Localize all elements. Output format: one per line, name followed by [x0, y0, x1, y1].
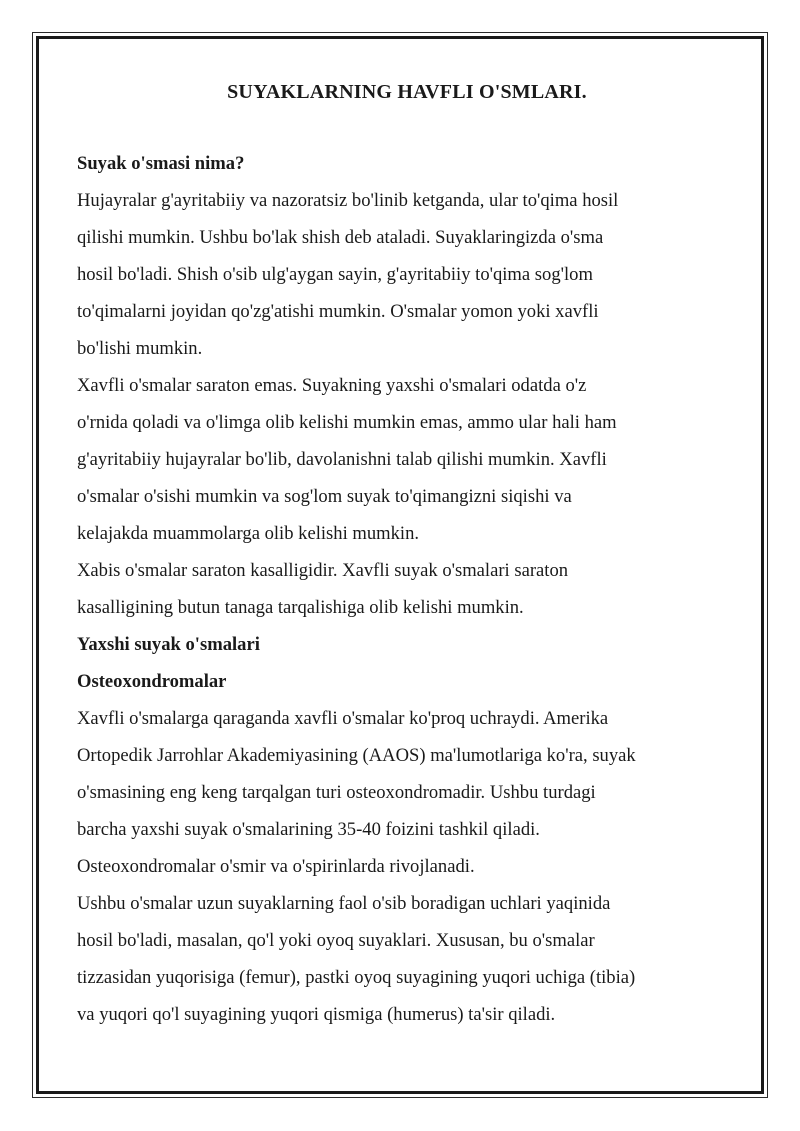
section-heading	[77, 663, 737, 700]
document-body	[77, 76, 737, 1033]
text-line: hosil bo'ladi. Shish o'sib ulg'aygan sayin, g'ayritabiiy to'qima sog'lom	[77, 264, 593, 285]
text-line: to'qimalarni joyidan qo'zg'atishi mumkin. O'smalar yomon yoki xavfli	[77, 301, 599, 322]
text-line: kasalligining butun tanaga tarqalishiga olib kelishi mumkin.	[77, 597, 524, 618]
paragraph	[77, 885, 737, 1033]
document-blocks	[77, 145, 737, 1033]
text-line: Xabis o'smalar saraton kasalligidir. Xavfli suyak o'smalari saraton	[77, 560, 569, 581]
text-line: Xavfli o'smalar saraton emas. Suyakning yaxshi o'smalari odatda o'z	[77, 375, 587, 396]
text-line: Yaxshi suyak o'smalari	[77, 634, 260, 655]
paragraph	[77, 182, 737, 367]
paragraph	[77, 552, 737, 626]
text-line: Osteoxondromalar o'smir va o'spirinlarda rivojlanadi.	[77, 856, 475, 877]
text-line: Ushbu o'smalar uzun suyaklarning faol o'sib boradigan uchlari yaqinida	[77, 893, 611, 914]
text-line: Ortopedik Jarrohlar Akademiyasining (AAOS) ma'lumotlariga ko'ra, suyak	[77, 745, 636, 766]
text-line: o'rnida qoladi va o'limga olib kelishi mumkin emas, ammo ular hali ham	[77, 412, 617, 433]
text-line: hosil bo'ladi, masalan, qo'l yoki oyoq suyaklari. Xususan, bu o'smalar	[77, 930, 595, 951]
section-heading	[77, 145, 737, 182]
text-line: qilishi mumkin. Ushbu bo'lak shish deb ataladi. Suyaklaringizda o'sma	[77, 227, 604, 248]
text-line: Hujayralar g'ayritabiiy va nazoratsiz bo'linib ketganda, ular to'qima hosil	[77, 190, 619, 211]
text-line: barcha yaxshi suyak o'smalarining 35-40 foizini tashkil qiladi.	[77, 819, 540, 840]
text-line: tizzasidan yuqorisiga (femur), pastki oyoq suyagining yuqori uchiga (tibia)	[77, 967, 636, 988]
text-line: Osteoxondromalar	[77, 671, 227, 692]
text-line: bo'lishi mumkin.	[77, 338, 203, 359]
text-line: g'ayritabiiy hujayralar bo'lib, davolanishni talab qilishi mumkin. Xavfli	[77, 449, 607, 470]
text-line: Suyak o'smasi nima?	[77, 153, 245, 174]
section-heading	[77, 626, 737, 663]
paragraph	[77, 367, 737, 552]
text-line: kelajakda muammolarga olib kelishi mumkin.	[77, 523, 420, 544]
text-line: o'smasining eng keng tarqalgan turi osteoxondromadir. Ushbu turdagi	[77, 782, 596, 803]
text-line: va yuqori qo'l suyagining yuqori qismiga (humerus) ta'sir qiladi.	[77, 1004, 556, 1025]
document-title: SUYAKLARNING HAVFLI O'SMLARI.	[227, 81, 587, 103]
paragraph	[77, 700, 737, 885]
text-line: o'smalar o'sishi mumkin va sog'lom suyak to'qimangizni siqishi va	[77, 486, 572, 507]
text-line: Xavfli o'smalarga qaraganda xavfli o'smalar ko'proq uchraydi. Amerika	[77, 708, 609, 729]
